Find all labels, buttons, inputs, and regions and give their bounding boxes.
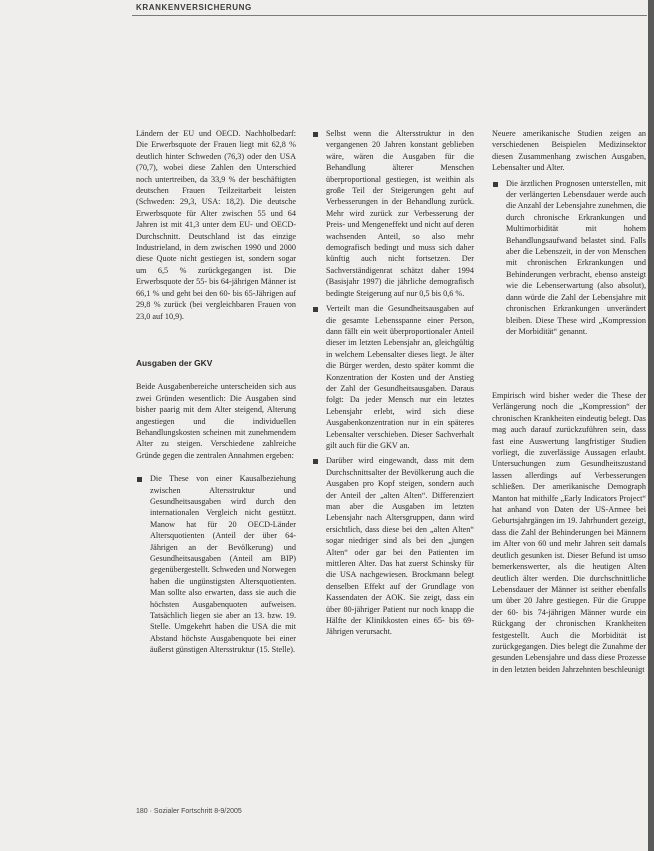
page-footer: 180 · Sozialer Fortschritt 8-9/2005 bbox=[136, 808, 242, 815]
paragraph: Empirisch wird bisher weder die These der Verlängerung noch die „Kompression“ der chronischen Krankheiten eindeutig belegt. Das mag auch darauf zurückzuführen sein, dass fast eine Auswertung langfristiger Studien vorliegt, die zuverlässige Aussagen erlaubt. Untersuchungen zum Gesundheitszustand lassen allerdings auf Verbesserungen schließen. Der amerikanische Demograph Manton hat mithilfe „Early Indicators Project“ hat anhand von Daten der US-Armee bei Geburtsjahrgängen im 19. Jahrhundert gezeigt, dass die Zahl der Behinderungen bei Männern im Alter von 60 und mehr Jahren seit damals deutlich gesunken ist. Dieser Befund ist umso bemerkenswerter, als die heutigen Alten deutlich älter werden. Die durchschnittliche Lebensdauer der Männer ist seither ebenfalls um über 20 Jahre gestiegen. Für die Gruppe der 60- bis 74-jährigen Männer wurde ein Rückgang der chronischen Krankheiten festgestellt. Auch die Morbidität ist zurückgegangen. Dies belegt die Zunahme der gesunden Lebensjahre und dass diese Prozesse in den letzten beiden Jahrzehnten beschleunigt bbox=[492, 391, 646, 674]
column-1 bbox=[136, 128, 296, 660]
section-header: KRANKENVERSICHERUNG bbox=[136, 3, 252, 12]
bullet-list bbox=[136, 473, 296, 656]
bullet-item: Die ärztlichen Prognosen unterstellen, mit der verlängerten Lebensdauer werde auch die Anzahl der Lebensjahre zunehmen, die durch chronische Erkrankungen und Multimorbidität mit hohem Behandlungsaufwand belastet sind. Falls aber die Lebenszeit, in der von Menschen mit chronischen Erkrankungen und Behinderungen verbracht, ebenso ansteigt wie die Lebenserwartung (also absolut), dann würde die Zahl der Lebensjahre mit chronischen Erkrankungen unverändert bleiben. Diese These wird „Kompression der Morbidität“ genannt. bbox=[492, 178, 646, 338]
bullet-item: Verteilt man die Gesundheitsausgaben auf die gesamte Lebensspanne einer Person, dann fällt ein weit überproportionaler Anteil dieser im letzten Lebensjahr an, gleichgültig in welchem Lebensalter dieses liegt. Je älter die Bürger werden, desto später kommt die Konzentration der Kosten und der Anstieg der Zahl der Gesundheitsausgaben. Daraus folgt: Da jeder Mensch nur ein letztes Lebensjahr erlebt, wird sich diese Ausgabenkonzentration nur in ein späteres Lebensalter verschieben. Dieser Sachverhalt gilt auch für die GKV an. bbox=[312, 303, 474, 451]
bullet-list bbox=[312, 128, 474, 638]
bullet-item: Die These von einer Kausalbeziehung zwischen Altersstruktur und Gesundheitsausgaben wird durch den internationalen Vergleich nicht gestützt. Manow hat für 20 OECD-Länder Altersquotienten (Anteil der über 64-Jährigen an der Bevölkerung) und Gesundheitsausgaben (Anteil am BIP) gegenübergestellt. Schweden und Norwegen haben die ungünstigsten Altersquotienten. Man sollte also erwarten, dass sie auch die höchsten Ausgabenquoten aufweisen. Tatsächlich liegen sie aber an 13. bzw. 19. Stelle. Umgekehrt haben die USA die mit Abstand höchste Ausgabenquote bei einer äußerst günstigen Altersstruktur (15. Stelle). bbox=[136, 473, 296, 656]
bullet-item: Darüber wird eingewandt, dass mit dem Durchschnittsalter der Bevölkerung auch die Ausgaben pro Kopf steigen, sondern auch der Anteil der „alten Alten“. Differenziert man aber die Ausgaben im letzten Lebensjahr nach Altersgruppen, dann wird ersichtlich, dass diese bei den „alten Alten“ sogar niedriger sind als bei den „jungen Alten“ oder gar bei den Patienten im mittleren Alter. Das hat zuerst Schinsky für die USA nachgewiesen. Brockmann belegt denselben Effekt auf der Grundlage von Kassendaten der AOK. Sie zeigt, dass ein über 80-jähriger Patient nur noch knapp die Hälfte der Klinikkosten eines 65- bis 69-Jährigen verursacht. bbox=[312, 455, 474, 638]
body-paragraph: Beide Ausgabenbereiche unterscheiden sich aus zwei Gründen wesentlich: Die Ausgaben sind bisher paarig mit dem Alter steigend, Alterung angestiegen und die individuellen Behandlungskosten scheinen mit zunehmendem Alter zu steigen. Verschiedene zahlreiche Gründe gegen die zentralen Annahmen ergeben: bbox=[136, 382, 296, 460]
header-rule bbox=[132, 15, 647, 16]
paragraph: Neuere amerikanische Studien zeigen an verschiedenen Beispielen Medizinsektor diesen Zusammenhang zwischen Ausgaben, Lebensalter und Alter. bbox=[492, 129, 646, 173]
bullet-item: Selbst wenn die Altersstruktur in den vergangenen 20 Jahren konstant geblieben wäre, wären die Ausgaben für die Behandlung älterer Menschen überproportional gestiegen, ist weithin als große Teil der Steigerungen geht auf Verbesserungen in der Behandlung zurück. Mehr wird zurück zur Verbesserung der Preis- und Mengeneffekt und nicht auf deren wachsenden Anteil, so also mehr demografisch bedingt und muss sich daher künftig auch nicht fortsetzen. Der Sachverständigenrat schätzt daher 1994 (Basisjahr 1997) die jährliche demografisch bedingte Steigerung auf nur 0,5 bis 0,6 %. bbox=[312, 128, 474, 299]
intro-paragraph: Ländern der EU und OECD. Nachholbedarf: Die Erwerbsquote der Frauen liegt mit 62,8 % deutlich hinter Schweden (76,3) oder den USA (70,7), wobei diese Zahlen den Unterschied noch untertreiben, da 33,9 % der beschäftigten deutschen Frauen Teilzeitarbeit leisten (Schweden: 29,3, USA: 18,2). Die deutsche Erwerbsquote für Alter zwischen 55 und 64 Jahren ist mit 41,3 unter dem EU- und OECD-Durchschnitt. Deutschland ist das einzige Industrieland, in dem zwischen 1990 und 2000 diese Quote nicht gestiegen ist, sondern sogar um 6,5 % zurückgegangen ist. Die Erwerbsquote der 55- bis 64-jährigen Männer ist 66,1 % und geht bei den 60- bis 65-Jährigen auf 29,8 % zurück (bei vergleichbaren Frauen von 23,0 auf 10,9). bbox=[136, 129, 296, 321]
binding-gutter bbox=[648, 0, 654, 851]
bullet-list bbox=[492, 178, 646, 338]
column-3-bottom bbox=[492, 390, 646, 675]
section-heading: Ausgaben der GKV bbox=[136, 357, 213, 368]
column-3-top bbox=[492, 128, 646, 341]
column-2 bbox=[312, 128, 474, 642]
